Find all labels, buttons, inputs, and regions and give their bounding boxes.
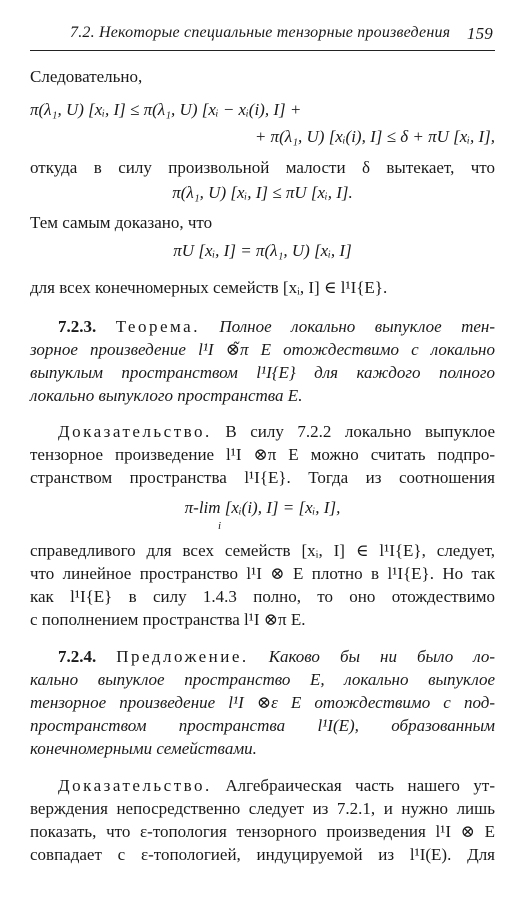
page-number: 159 <box>466 24 493 43</box>
formula-line: π-lim [xᵢ(i), I] = [xᵢ, I], <box>184 498 341 517</box>
text-line: тензорное произведение l¹I ⊗π E можно считать подпро- <box>30 445 495 464</box>
text-line: показать, что ε-топология тензорного произведения l¹I ⊗ E <box>30 822 495 841</box>
theorem-line: выпуклым пространством l¹I{E} для каждого полного <box>30 363 495 382</box>
proof-heading <box>58 775 495 797</box>
proposition-line: тензорное произведение l¹I ⊗ε E отождествимо с под- <box>30 693 495 712</box>
text-line: с пополнением пространства l¹I ⊗π E. <box>30 610 306 629</box>
proposition-text: Каково бы ни было ло- <box>268 647 496 666</box>
text-line: Тем самым доказано, что <box>30 213 213 232</box>
running-header <box>30 22 495 51</box>
proof-text: В силу 7.2.2 локально выпуклое <box>225 422 495 441</box>
proof-heading <box>58 421 495 443</box>
proposition-line: конечномерными семействами. <box>30 739 257 758</box>
proof-word: Доказательство. <box>58 422 212 441</box>
theorem-line: локально выпуклого пространства E. <box>30 386 303 405</box>
text-line: для всех конечномерных семейств [xᵢ, I] ∈ l¹I{E}. <box>30 278 388 297</box>
text-line: как l¹I{E} в силу 1.4.3 полно, то оно отождествимо <box>30 587 495 606</box>
book-page <box>30 0 495 900</box>
proof-text: Алгебраическая часть нашего ут- <box>225 776 495 795</box>
theorem-line: зорное произведение l¹I ⊗̃π E отождествимо с локально <box>30 340 495 359</box>
proof-word: Доказательство. <box>58 776 212 795</box>
text-line: справедливого для всех семейств [xᵢ, I] ∈ l¹I{E}, следует, <box>30 541 495 560</box>
theorem-number: 7.2.3. <box>58 317 97 336</box>
running-title: 7.2. Некоторые специальные тензорные произведения <box>70 24 451 41</box>
text-line: Следовательно, <box>30 67 143 86</box>
proposition-number: 7.2.4. <box>58 647 97 666</box>
formula-line: πU [xᵢ, I] = π(λ₁, U) [xᵢ, I] <box>173 241 352 260</box>
proposition-word: Предложение. <box>116 647 249 666</box>
theorem-word: Теорема. <box>115 317 200 336</box>
proposition-line: кально выпуклое пространство E, локально выпуклое <box>30 670 495 689</box>
text-line: что линейное пространство l¹I ⊗ E плотно в l¹I{E}. Но так <box>30 564 495 583</box>
text-line: странством пространства l¹I{E}. Тогда из соотношения <box>30 468 495 487</box>
limit-subscript: i <box>218 520 222 532</box>
text-line: совпадает с ε-топологией, индуцируемой из l¹I(E). Для <box>30 845 495 864</box>
text-line: откуда в силу произвольной малости δ вытекает, что <box>30 158 495 177</box>
proposition-heading <box>58 646 495 668</box>
formula-line: + π(λ₁, U) [xᵢ(i), I] ≤ δ + πU [xᵢ, I], <box>254 127 495 146</box>
formula-line: π(λ₁, U) [xᵢ, I] ≤ πU [xᵢ, I]. <box>172 183 353 202</box>
proposition-line: пространством пространства l¹I(E), образованным <box>30 716 495 735</box>
text-line: верждения непосредственно следует из 7.2.1, и нужно лишь <box>30 799 495 818</box>
theorem-text: Полное локально выпуклое тен- <box>219 317 495 336</box>
formula-line: π(λ₁, U) [xᵢ, I] ≤ π(λ₁, U) [xᵢ − xᵢ(i), I] + <box>30 100 302 119</box>
theorem-heading <box>58 316 495 338</box>
